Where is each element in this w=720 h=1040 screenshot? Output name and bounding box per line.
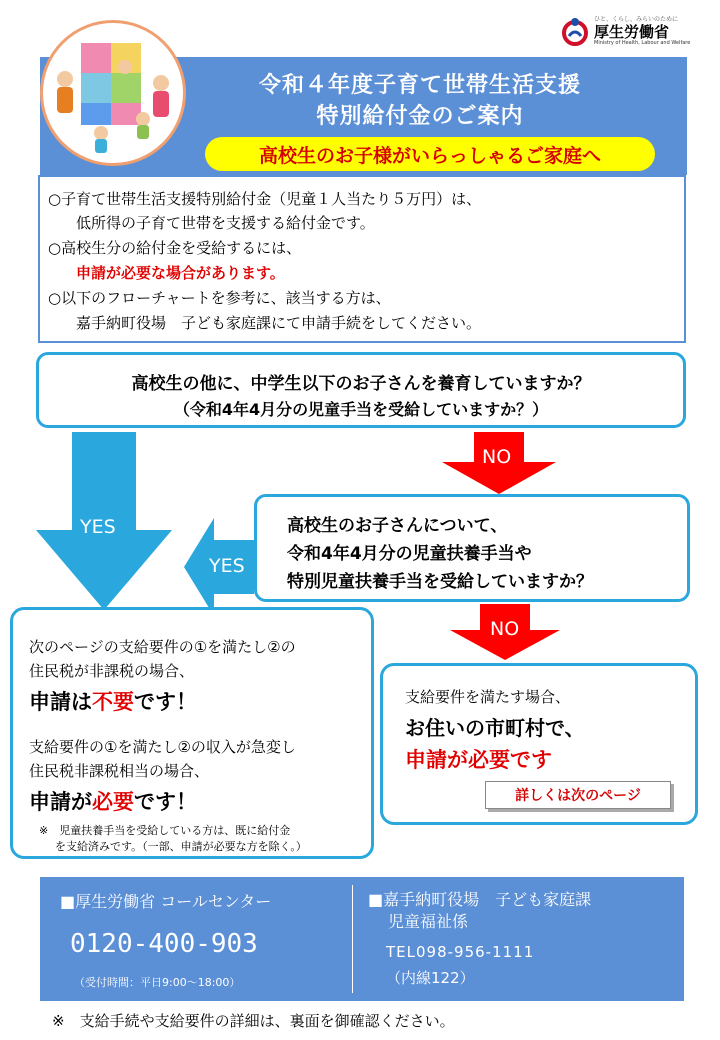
call-center-hours: （受付時間：平日9:00～18:00） [74,976,241,989]
subtitle-pill: 高校生のお子様がいらっしゃるご家庭へ [205,137,655,171]
intro-line: 低所得の子育て世帯を支援する給付金です。 [76,214,375,232]
bottom-note: ※ 支給手続や支給要件の詳細は、裏面を御確認ください。 [52,1012,455,1030]
left-result-line: 支給要件の①を満たし②の収入が急変し [29,738,296,756]
town-office-extension: （内線122） [386,969,475,987]
question-2-box [254,494,690,602]
town-office-tel[interactable]: TEL098-956-1111 [386,943,535,961]
page-title-line1: 令和４年度子育て世帯生活支援 [258,73,581,98]
yes-down-label: YES [80,516,116,538]
intro-line: ○以下のフローチャートを参考に、該当する方は、 [48,289,391,307]
yes-left-label: YES [209,555,245,577]
verdict-text: 申請は [29,690,92,714]
left-result-verdict-not-required [29,686,197,716]
intro-line: 嘉手納町役場 子ども家庭課にて申請手続をしてください。 [76,314,482,332]
question-1-line2: （令和4年4月分の児童手当を受給していますか？） [173,400,549,419]
verdict-highlight: 必要 [92,790,134,814]
details-next-page-button[interactable]: 詳しくは次のページ [485,781,671,809]
no-first-label: NO [482,446,512,468]
left-result-line: 住民税が非課税の場合、 [29,662,195,680]
verdict-text: です！ [134,690,197,714]
left-result-note: を支給済みです。（一部、申請が必要な方を除く。） [55,840,307,853]
right-result-verdict: 申請が必要です [405,748,552,772]
question-2-line3: 特別児童扶養手当を受給していますか？ [287,572,593,592]
left-result-verdict-required [29,786,197,816]
verdict-highlight: 不要 [92,690,134,714]
ministry-name: 厚生労働省 [594,23,670,41]
question-1-line1: 高校生の他に、中学生以下のお子さんを養育していますか？ [131,374,591,394]
verdict-text: 申請が [29,790,92,814]
right-result-line: お住いの市町村で、 [405,716,585,740]
town-office-section: 児童福祉係 [388,912,469,931]
page-title-line2: 特別給付金のご案内 [316,104,524,129]
left-result-line: 次のページの支給要件の①を満たし②の [29,638,296,656]
left-result-note: ※ 児童扶養手当を受給している方は、既に給付金 [39,824,291,837]
intro-line: ○高校生分の給付金を受給するには、 [48,239,302,257]
footer-divider [352,885,353,993]
call-center-heading: ■厚生労働省 コールセンター [60,892,272,911]
verdict-text: です！ [134,790,197,814]
question-2-line2: 令和4年4月分の児童扶養手当や [287,544,532,564]
ministry-tagline: ひと、くらし、みらいのために [594,16,679,23]
no-second-label: NO [490,618,520,640]
right-result-line: 支給要件を満たす場合、 [405,688,571,706]
call-center-phone[interactable]: 0120-400-903 [70,929,258,959]
intro-line: ○子育て世帯生活支援特別給付金（児童１人当たり５万円）は、 [48,190,482,208]
intro-line-highlight: 申請が必要な場合があります。 [76,264,285,282]
result-box-left [10,607,374,859]
left-result-line: 住民税非課税相当の場合、 [29,762,210,780]
ministry-english-name: Ministry of Health, Labour and Welfare [594,40,691,46]
contact-footer [40,877,684,1001]
question-2-line1: 高校生のお子さんについて、 [287,516,508,536]
town-office-heading: ■嘉手納町役場 子ども家庭課 [368,890,592,909]
